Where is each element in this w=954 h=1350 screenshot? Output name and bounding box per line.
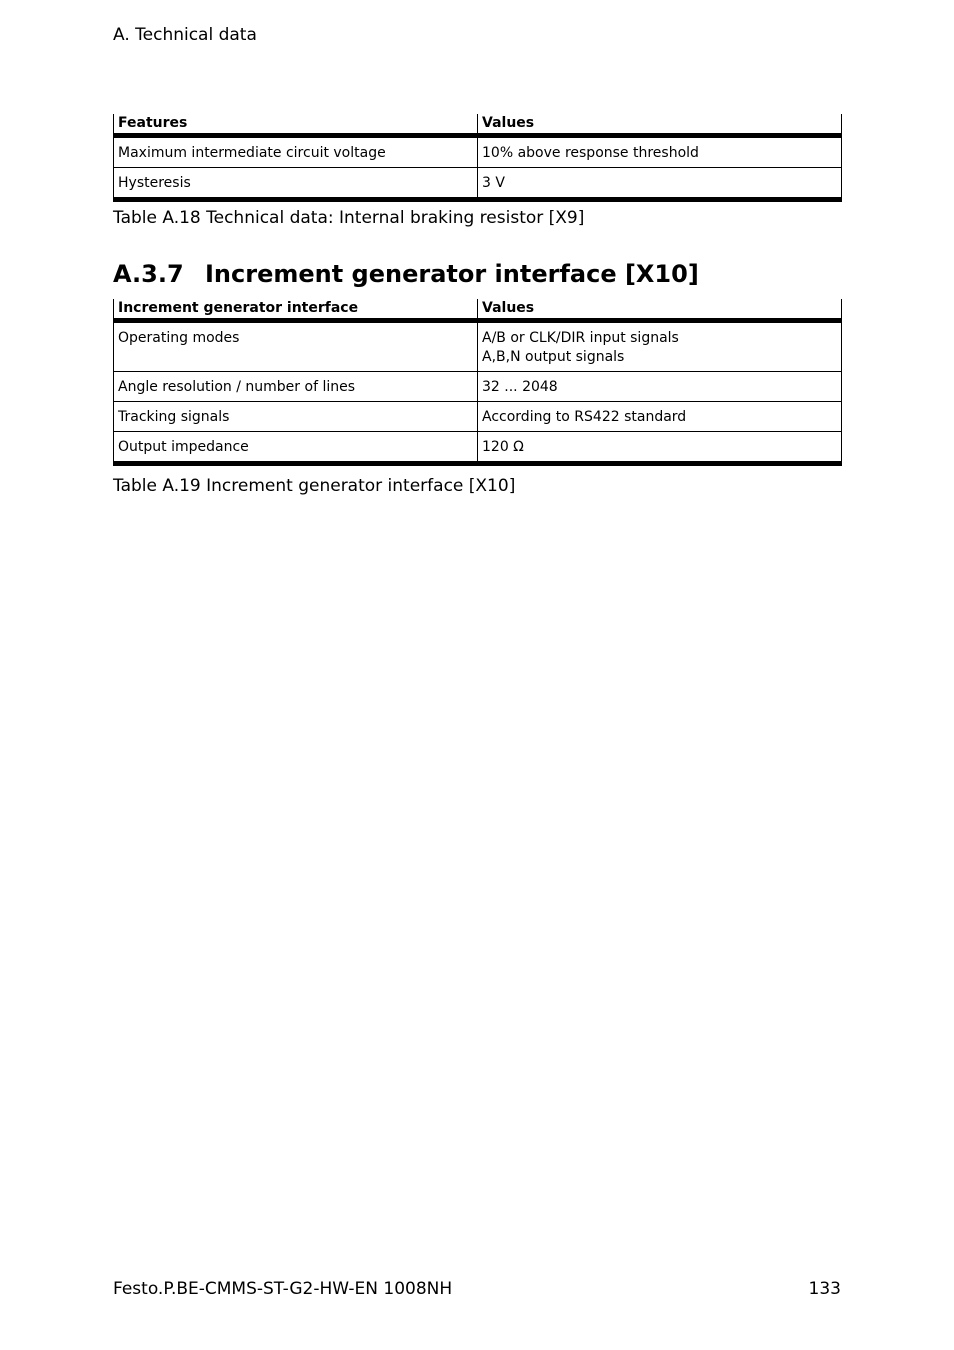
table-header-row: [114, 299, 842, 321]
value-cell: According to RS422 standard: [478, 402, 842, 432]
column-header-values: Values: [478, 114, 842, 136]
table-row: [114, 136, 842, 168]
value-line: A,B,N output signals: [482, 349, 625, 365]
running-header: A. Technical data: [113, 25, 257, 45]
page-number: 133: [808, 1279, 841, 1299]
feature-cell: Tracking signals: [114, 402, 478, 432]
column-header-features: Features: [114, 114, 478, 136]
table-caption-a19: Table A.19 Increment generator interface [X10]: [113, 476, 516, 496]
feature-cell: Hysteresis: [114, 168, 478, 200]
section-heading: [113, 258, 699, 290]
table-header-row: [114, 114, 842, 136]
section-title: Increment generator interface [X10]: [205, 260, 699, 288]
column-header-interface: Increment generator interface: [114, 299, 478, 321]
document-id: Festo.P.BE-CMMS-ST-G2-HW-EN 1008NH: [113, 1279, 453, 1299]
table-row: [114, 168, 842, 200]
table-row: [114, 402, 842, 432]
table-row: [114, 321, 842, 372]
increment-generator-table: [113, 299, 842, 466]
column-header-values: Values: [478, 299, 842, 321]
value-cell: 32 ... 2048: [478, 372, 842, 402]
table-caption-a18: Table A.18 Technical data: Internal braking resistor [X9]: [113, 208, 585, 228]
value-cell: 10% above response threshold: [478, 136, 842, 168]
table-row: [114, 372, 842, 402]
section-number: A.3.7: [113, 260, 184, 288]
table-row: [114, 432, 842, 464]
value-cell: 3 V: [478, 168, 842, 200]
feature-cell: Maximum intermediate circuit voltage: [114, 136, 478, 168]
feature-cell: Output impedance: [114, 432, 478, 464]
value-line: A/B or CLK/DIR input signals: [482, 330, 679, 346]
value-cell: [478, 321, 842, 372]
feature-cell: Operating modes: [114, 321, 478, 372]
value-cell: 120 Ω: [478, 432, 842, 464]
feature-cell: Angle resolution / number of lines: [114, 372, 478, 402]
braking-resistor-table: [113, 114, 842, 202]
